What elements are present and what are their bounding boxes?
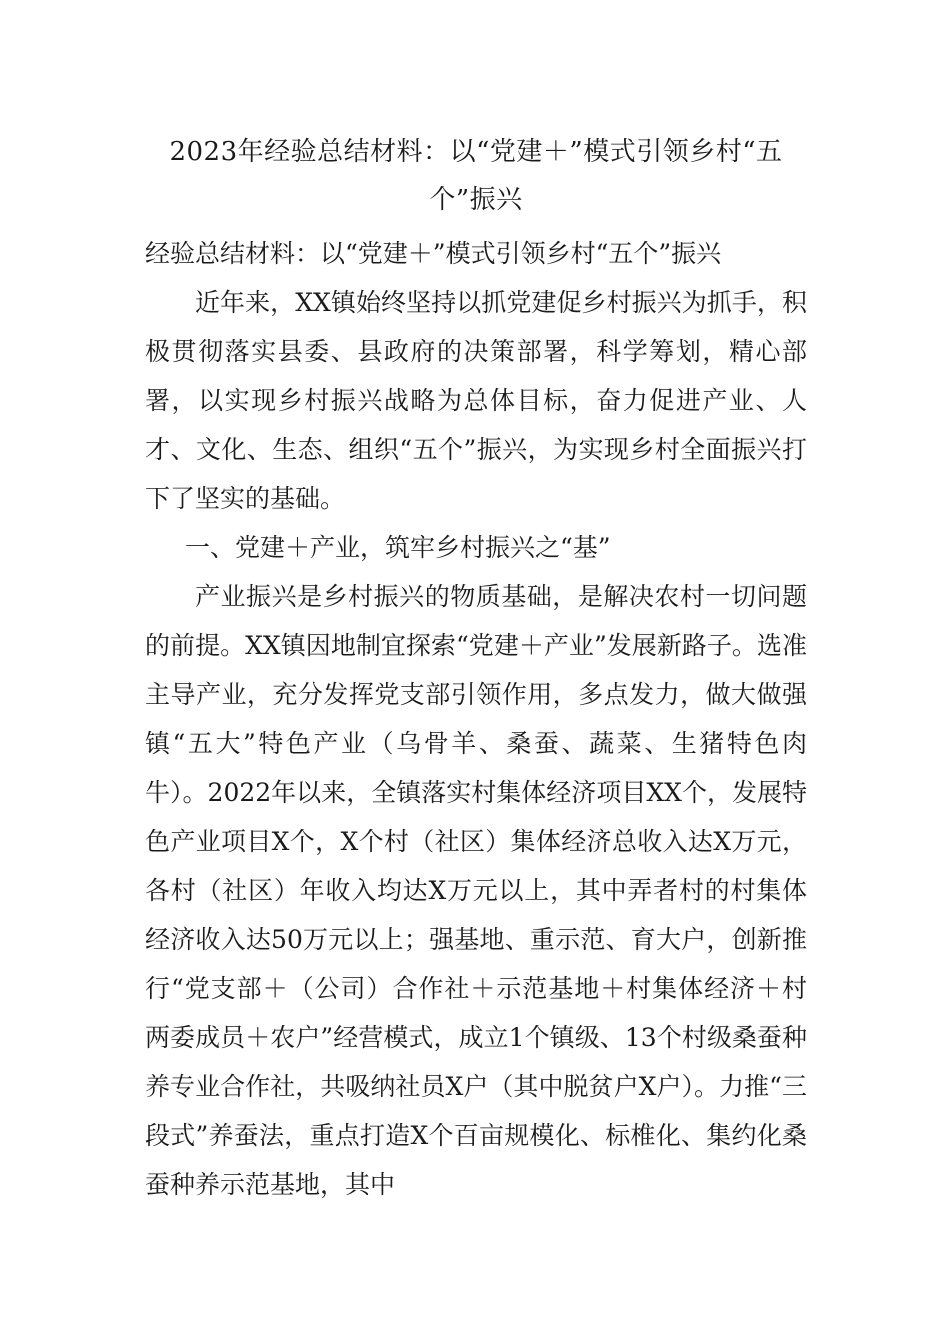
document-subtitle: 经验总结材料：以“党建＋”模式引领乡村“五个”振兴 xyxy=(145,239,722,268)
section-body-industry: 产业振兴是乡村振兴的物质基础，是解决农村一切问题的前提。XX镇因地制宜探索“党建＋产业”发展新路子。选准主导产业，充分发挥党支部引领作用，多点发力，做大做强镇“五大”特色产业（乌骨羊、桑蚕、蔬菜、生猪特色肉牛）。2022年以来，全镇落实村集体经济项目XX个，发展特色产业项目X个，X个村（社区）集体经济总收入达X万元，各村（社区）年收入均达X万元以上，其中弄者村的村集体经济收入达50万元以上；强基地、重示范、育大户，创新推行“党支部＋（公司）合作社＋示范基地＋村集体经济＋村两委成员＋农户”经营模式，成立1个镇级、13个村级桑蚕种养专业合作社，共吸纳社员X户（其中脱贫户X户）。力推“三段式”养蚕法，重点打造X个百亩规模化、标椎化、集约化桑蚕种养示范基地，其中 xyxy=(145,582,807,1199)
intro-paragraph: 近年来，XX镇始终坚持以抓党建促乡村振兴为抓手，积极贯彻落实县委、县政府的决策部署，科学筹划，精心部署，以实现乡村振兴战略为总体目标，奋力促进产业、人才、文化、生态、组织“五个”振兴，为实现乡村全面振兴打下了坚实的基础。 xyxy=(145,288,807,513)
document-title: 2023年经验总结材料：以“党建＋”模式引领乡村“五个”振兴 xyxy=(169,137,783,215)
section-heading-industry: 一、党建＋产业，筑牢乡村振兴之“基” xyxy=(185,533,611,562)
document-body xyxy=(145,128,807,1209)
